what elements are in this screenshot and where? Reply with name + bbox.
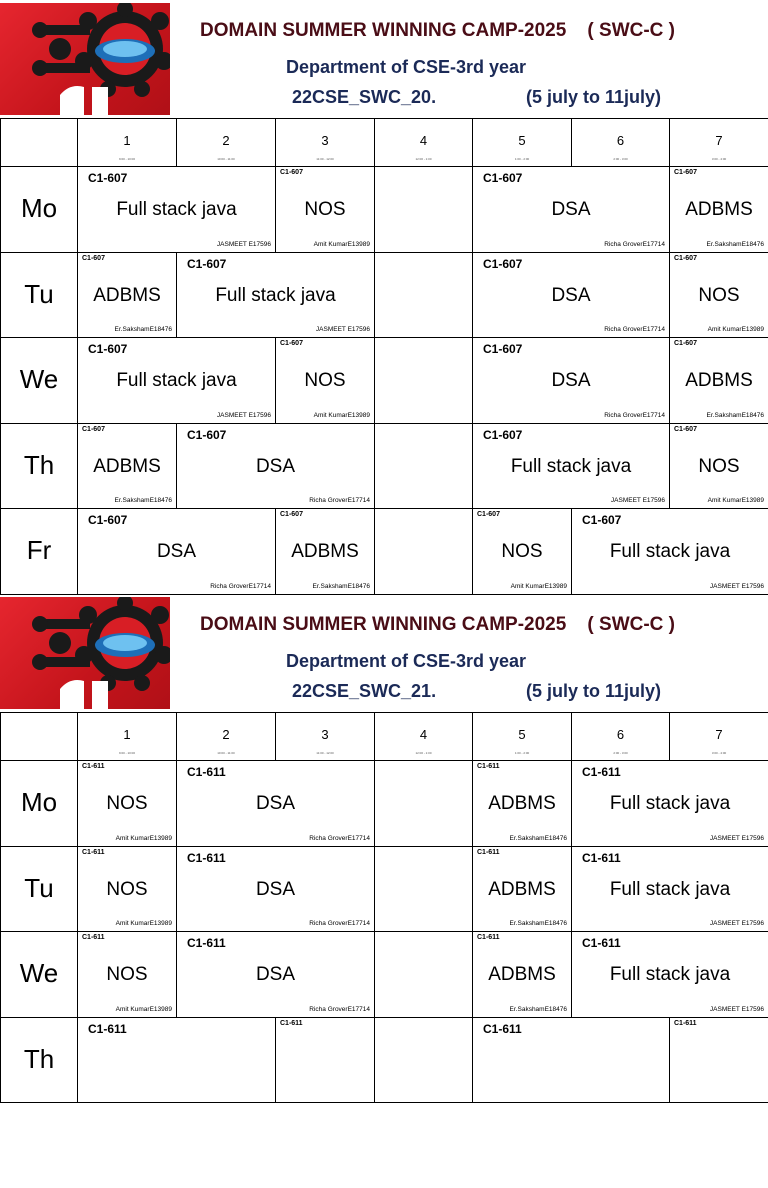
subject-name: DSA xyxy=(255,793,296,814)
teacher-name: Amit KumarE13989 xyxy=(313,240,370,248)
class-slot[interactable] xyxy=(77,508,276,595)
class-slot[interactable] xyxy=(374,423,473,510)
class-slot[interactable] xyxy=(374,508,473,595)
room-number: C1-611 xyxy=(88,1021,127,1036)
class-slot[interactable] xyxy=(472,508,572,595)
subject-name: Full stack java xyxy=(609,964,731,986)
period-header xyxy=(669,712,768,761)
teacher-name: Amit KumarE13989 xyxy=(115,920,172,928)
class-slot[interactable] xyxy=(176,423,375,510)
period-time: 2:00 - 3:00 xyxy=(613,751,628,755)
subject-name: NOS xyxy=(304,370,346,392)
room-number: C1-607 xyxy=(82,425,105,433)
class-slot[interactable] xyxy=(472,337,670,424)
room-number: C1-607 xyxy=(187,256,227,271)
room-number: C1-607 xyxy=(483,171,523,185)
room-number: C1-607 xyxy=(674,425,697,433)
camp-title: DOMAIN SUMMER WINNING CAMP-2025 ( SWC-C ) xyxy=(200,20,675,41)
room-number: C1-611 xyxy=(82,763,105,770)
class-slot[interactable] xyxy=(77,1017,276,1104)
class-slot[interactable] xyxy=(77,166,276,253)
sheet-header xyxy=(0,594,768,712)
timetable-grid xyxy=(0,118,768,594)
teacher-name: JASMEET E17596 xyxy=(709,582,764,590)
period-time: 9:00 - 10:00 xyxy=(118,751,135,755)
subject-name: DSA xyxy=(255,455,296,477)
period-header xyxy=(77,118,177,167)
class-slot[interactable] xyxy=(669,337,768,424)
class-slot[interactable] xyxy=(275,337,375,424)
room-number: C1-607 xyxy=(88,171,128,185)
class-slot[interactable] xyxy=(176,760,375,847)
period-number: 5 xyxy=(518,133,526,148)
teacher-name: Richa GroverE17714 xyxy=(210,582,271,590)
corner-cell xyxy=(0,712,78,761)
day-cell xyxy=(0,508,78,595)
college-logo xyxy=(0,3,170,115)
class-slot[interactable] xyxy=(77,760,177,847)
room-number: C1-607 xyxy=(280,169,303,176)
period-header xyxy=(472,118,572,167)
room-number: C1-607 xyxy=(477,511,500,519)
subject-name: ADBMS xyxy=(291,541,359,563)
class-slot[interactable] xyxy=(374,252,473,339)
subject-name: DSA xyxy=(551,199,591,220)
subject-name: ADBMS xyxy=(685,199,753,220)
period-number: 1 xyxy=(123,727,131,742)
class-slot[interactable] xyxy=(176,252,375,339)
room-number: C1-611 xyxy=(82,848,105,856)
period-time: 12:00 - 1:00 xyxy=(415,157,432,161)
class-slot[interactable] xyxy=(77,423,177,510)
subject-name: DSA xyxy=(551,284,591,306)
teacher-name: Amit KumarE13989 xyxy=(510,582,567,590)
period-time: 10:00 - 11:00 xyxy=(217,751,235,755)
period-number: 4 xyxy=(419,133,428,148)
room-number: C1-611 xyxy=(674,1019,697,1027)
class-slot[interactable] xyxy=(571,760,768,847)
room-number: C1-611 xyxy=(483,1021,522,1036)
teacher-name: JASMEET E17596 xyxy=(709,834,764,842)
period-number: 3 xyxy=(321,133,329,148)
subject-name: Full stack java xyxy=(609,793,731,814)
period-time: 12:00 - 1:00 xyxy=(415,751,432,755)
class-slot[interactable] xyxy=(374,931,473,1018)
period-header xyxy=(176,118,276,167)
period-header xyxy=(275,118,375,167)
class-slot[interactable] xyxy=(669,252,768,339)
teacher-name: Amit KumarE13989 xyxy=(707,497,764,505)
period-time: 11:00 - 12:00 xyxy=(316,751,334,755)
period-number: 7 xyxy=(715,133,723,148)
subject-name: Full stack java xyxy=(215,284,336,306)
teacher-name: Er.SakshamE18476 xyxy=(706,411,764,419)
period-time: 3:00 - 4:00 xyxy=(711,157,727,161)
period-number: 3 xyxy=(321,727,329,742)
period-time: 10:00 - 11:00 xyxy=(217,157,235,161)
class-slot[interactable] xyxy=(472,931,572,1018)
room-number: C1-611 xyxy=(477,763,500,770)
room-number: C1-607 xyxy=(82,254,105,262)
date-range: (5 july to 11july) xyxy=(526,681,662,701)
room-number: C1-611 xyxy=(187,936,226,951)
subject-name: DSA xyxy=(255,878,296,900)
room-number: C1-607 xyxy=(582,513,622,528)
room-number: C1-607 xyxy=(483,342,523,357)
class-slot[interactable] xyxy=(275,1017,375,1104)
period-header xyxy=(374,712,473,761)
subject-name: Full stack java xyxy=(116,370,237,392)
teacher-name: JASMEET E17596 xyxy=(216,411,271,419)
period-header xyxy=(669,118,768,167)
timetable-sheet xyxy=(0,594,768,1188)
period-number: 7 xyxy=(715,727,723,742)
room-number: C1-607 xyxy=(674,254,697,262)
teacher-name: Er.SakshamE18476 xyxy=(509,834,567,842)
subject-name: ADBMS xyxy=(488,964,556,986)
subject-name: DSA xyxy=(551,370,591,392)
period-number: 6 xyxy=(616,727,625,742)
day-label: Mo xyxy=(20,193,58,223)
day-label: Fr xyxy=(26,535,52,566)
day-cell xyxy=(0,166,78,253)
teacher-name: Amit KumarE13989 xyxy=(115,834,172,842)
room-number: C1-611 xyxy=(280,1019,303,1027)
teacher-name: Richa GroverE17714 xyxy=(604,240,665,248)
department-label: Department of CSE-3rd year xyxy=(286,57,527,77)
period-header xyxy=(571,118,670,167)
subject-name: ADBMS xyxy=(93,284,161,306)
period-number: 2 xyxy=(222,133,230,148)
subject-name: DSA xyxy=(255,964,296,986)
teacher-name: Er.SakshamE18476 xyxy=(114,326,172,334)
class-slot[interactable] xyxy=(571,846,768,933)
teacher-name: Er.SakshamE18476 xyxy=(312,582,370,590)
period-number: 6 xyxy=(616,133,625,148)
subject-name: Full stack java xyxy=(609,878,731,900)
class-slot[interactable] xyxy=(374,1017,473,1104)
day-label: Tu xyxy=(24,278,54,309)
day-cell xyxy=(0,846,78,933)
class-slot[interactable] xyxy=(374,846,473,933)
period-header xyxy=(374,118,473,167)
teacher-name: Er.SakshamE18476 xyxy=(509,920,567,928)
subject-name: ADBMS xyxy=(685,370,753,392)
period-header xyxy=(275,712,375,761)
day-label: Th xyxy=(23,449,55,480)
class-slot[interactable] xyxy=(571,931,768,1018)
teacher-name: Er.SakshamE18476 xyxy=(706,240,764,248)
class-slot[interactable] xyxy=(669,423,768,510)
teacher-name: JASMEET E17596 xyxy=(610,497,665,505)
room-number: C1-611 xyxy=(582,765,621,779)
room-number: C1-611 xyxy=(187,850,226,865)
class-slot[interactable] xyxy=(176,846,375,933)
day-label: Th xyxy=(23,1043,55,1074)
day-cell xyxy=(0,337,78,424)
room-number: C1-611 xyxy=(477,934,500,942)
room-number: C1-607 xyxy=(280,511,303,519)
subject-name: ADBMS xyxy=(488,793,556,814)
class-slot[interactable] xyxy=(472,252,670,339)
subject-name: ADBMS xyxy=(93,455,161,477)
teacher-name: Richa GroverE17714 xyxy=(604,411,665,419)
class-slot[interactable] xyxy=(472,846,572,933)
teacher-name: Richa GroverE17714 xyxy=(309,834,370,842)
period-header xyxy=(77,712,177,761)
class-slot[interactable] xyxy=(77,252,177,339)
subject-name: NOS xyxy=(106,964,148,986)
teacher-name: Amit KumarE13989 xyxy=(115,1005,172,1013)
sheet-header xyxy=(0,0,768,118)
room-number: C1-607 xyxy=(674,340,697,348)
subject-name: NOS xyxy=(501,541,543,563)
day-cell xyxy=(0,423,78,510)
class-slot[interactable] xyxy=(176,931,375,1018)
teacher-name: Richa GroverE17714 xyxy=(309,920,370,928)
room-number: C1-607 xyxy=(187,427,227,442)
period-number: 5 xyxy=(518,727,526,742)
teacher-name: Richa GroverE17714 xyxy=(309,497,370,505)
subject-name: Full stack java xyxy=(510,455,632,477)
subject-name: NOS xyxy=(106,793,148,814)
room-number: C1-607 xyxy=(483,256,523,271)
class-slot[interactable] xyxy=(374,166,473,253)
day-cell xyxy=(0,252,78,339)
section-code: 22CSE_SWC_20. xyxy=(292,87,437,107)
timetable-grid xyxy=(0,712,768,1188)
class-slot[interactable] xyxy=(669,166,768,253)
class-slot[interactable] xyxy=(275,508,375,595)
teacher-name: JASMEET E17596 xyxy=(315,326,370,334)
day-cell xyxy=(0,931,78,1018)
class-slot[interactable] xyxy=(669,1017,768,1104)
camp-title: DOMAIN SUMMER WINNING CAMP-2025 ( SWC-C ) xyxy=(200,614,675,635)
class-slot[interactable] xyxy=(374,760,473,847)
class-slot[interactable] xyxy=(472,423,670,510)
class-slot[interactable] xyxy=(77,931,177,1018)
subject-name: ADBMS xyxy=(488,878,556,900)
teacher-name: Er.SakshamE18476 xyxy=(114,497,172,505)
room-number: C1-611 xyxy=(82,934,105,942)
room-number: C1-607 xyxy=(483,427,523,442)
period-time: 1:00 - 2:00 xyxy=(514,157,530,161)
room-number: C1-607 xyxy=(674,169,697,176)
subject-name: NOS xyxy=(304,199,346,220)
teacher-name: JASMEET E17596 xyxy=(216,240,271,248)
corner-cell xyxy=(0,118,78,167)
day-label: Mo xyxy=(20,787,58,817)
section-code: 22CSE_SWC_21. xyxy=(292,681,437,701)
room-number: C1-611 xyxy=(187,765,226,779)
subject-name: Full stack java xyxy=(116,199,237,220)
department-label: Department of CSE-3rd year xyxy=(286,651,527,671)
period-time: 2:00 - 3:00 xyxy=(613,157,628,161)
period-number: 4 xyxy=(419,727,428,742)
teacher-name: Amit KumarE13989 xyxy=(707,326,764,334)
date-range: (5 july to 11july) xyxy=(526,87,662,107)
room-number: C1-611 xyxy=(582,850,621,865)
room-number: C1-607 xyxy=(280,340,303,348)
period-time: 1:00 - 2:00 xyxy=(514,751,530,755)
day-label: We xyxy=(19,364,59,395)
class-slot[interactable] xyxy=(77,846,177,933)
room-number: C1-611 xyxy=(582,936,621,951)
class-slot[interactable] xyxy=(374,337,473,424)
day-cell xyxy=(0,1017,78,1104)
teacher-name: Richa GroverE17714 xyxy=(604,326,665,334)
period-header xyxy=(571,712,670,761)
subject-name: NOS xyxy=(698,284,740,306)
teacher-name: Richa GroverE17714 xyxy=(309,1005,370,1013)
subject-name: DSA xyxy=(156,541,197,563)
day-cell xyxy=(0,760,78,847)
class-slot[interactable] xyxy=(472,760,572,847)
class-slot[interactable] xyxy=(472,1017,670,1104)
period-header xyxy=(176,712,276,761)
day-label: Tu xyxy=(24,872,54,903)
class-slot[interactable] xyxy=(571,508,768,595)
room-number: C1-607 xyxy=(88,513,128,528)
period-time: 11:00 - 12:00 xyxy=(316,157,334,161)
teacher-name: JASMEET E17596 xyxy=(709,920,764,928)
period-number: 2 xyxy=(222,727,230,742)
subject-name: NOS xyxy=(698,455,740,477)
period-number: 1 xyxy=(123,133,131,148)
college-logo xyxy=(0,597,170,709)
room-number: C1-611 xyxy=(477,848,500,856)
period-time: 9:00 - 10:00 xyxy=(118,157,135,161)
period-time: 3:00 - 4:00 xyxy=(711,751,727,755)
teacher-name: Er.SakshamE18476 xyxy=(509,1005,567,1013)
college-logo-mark xyxy=(0,597,170,709)
teacher-name: Amit KumarE13989 xyxy=(313,411,370,419)
subject-name: NOS xyxy=(106,878,148,900)
class-slot[interactable] xyxy=(275,166,375,253)
day-label: We xyxy=(19,958,59,989)
teacher-name: JASMEET E17596 xyxy=(709,1005,764,1013)
college-logo-mark xyxy=(0,3,170,115)
class-slot[interactable] xyxy=(472,166,670,253)
room-number: C1-607 xyxy=(88,342,128,357)
period-header xyxy=(472,712,572,761)
class-slot[interactable] xyxy=(77,337,276,424)
subject-name: Full stack java xyxy=(609,541,731,563)
